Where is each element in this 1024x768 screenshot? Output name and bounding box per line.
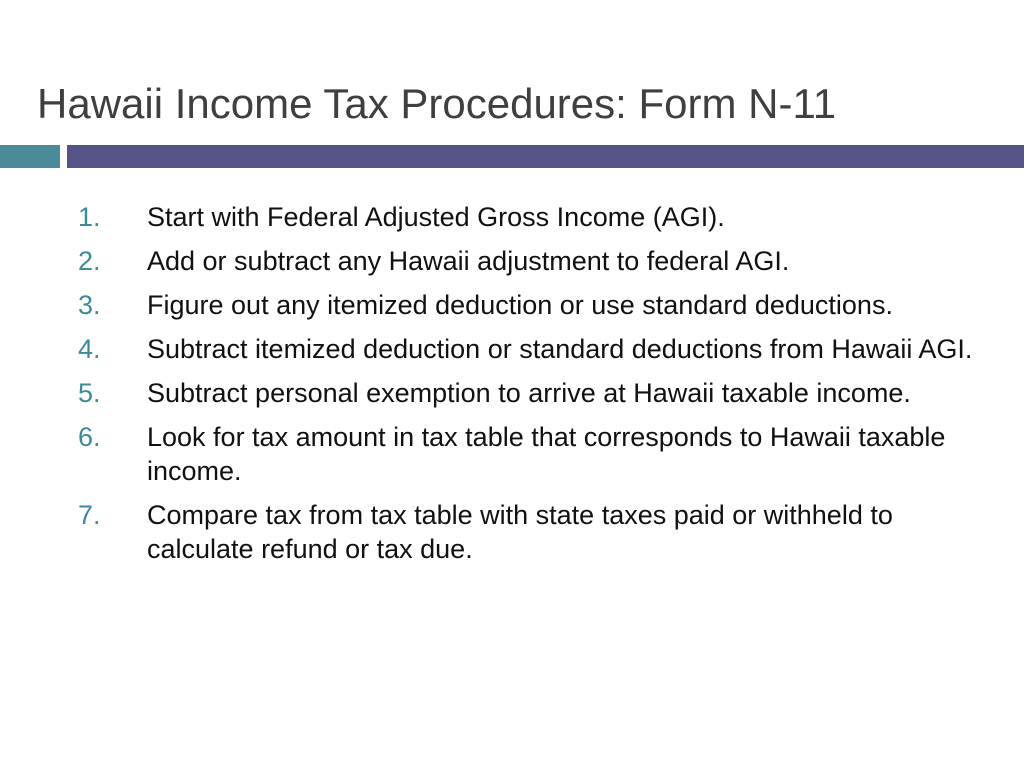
procedure-steps-list <box>0 200 1024 576</box>
step-number: 2. <box>78 246 101 276</box>
step-text: Subtract personal exemption to arrive at Hawaii taxable income. <box>147 378 911 408</box>
step-text: Start with Federal Adjusted Gross Income (AGI). <box>147 202 725 232</box>
list-item <box>0 200 1024 234</box>
step-number: 1. <box>78 202 101 232</box>
step-number: 3. <box>78 290 101 320</box>
title-rule-teal <box>0 145 60 168</box>
list-item <box>0 244 1024 278</box>
list-item <box>0 376 1024 410</box>
list-item <box>0 332 1024 366</box>
list-item <box>0 420 1024 488</box>
step-text: Figure out any itemized deduction or use standard deductions. <box>147 290 893 320</box>
step-text: Subtract itemized deduction or standard deductions from Hawaii AGI. <box>147 334 973 364</box>
step-number: 5. <box>78 378 101 408</box>
list-item <box>0 288 1024 322</box>
step-number: 7. <box>78 500 101 530</box>
slide-title: Hawaii Income Tax Procedures: Form N-11 <box>37 80 837 127</box>
step-number: 6. <box>78 422 101 452</box>
step-text: Add or subtract any Hawaii adjustment to federal AGI. <box>147 246 790 276</box>
title-rule-purple <box>67 145 1024 168</box>
list-item <box>0 498 1024 566</box>
step-text: Compare tax from tax table with state taxes paid or withheld to calculate refund or tax due. <box>147 500 893 564</box>
step-text: Look for tax amount in tax table that corresponds to Hawaii taxable income. <box>147 422 946 486</box>
step-number: 4. <box>78 334 101 364</box>
